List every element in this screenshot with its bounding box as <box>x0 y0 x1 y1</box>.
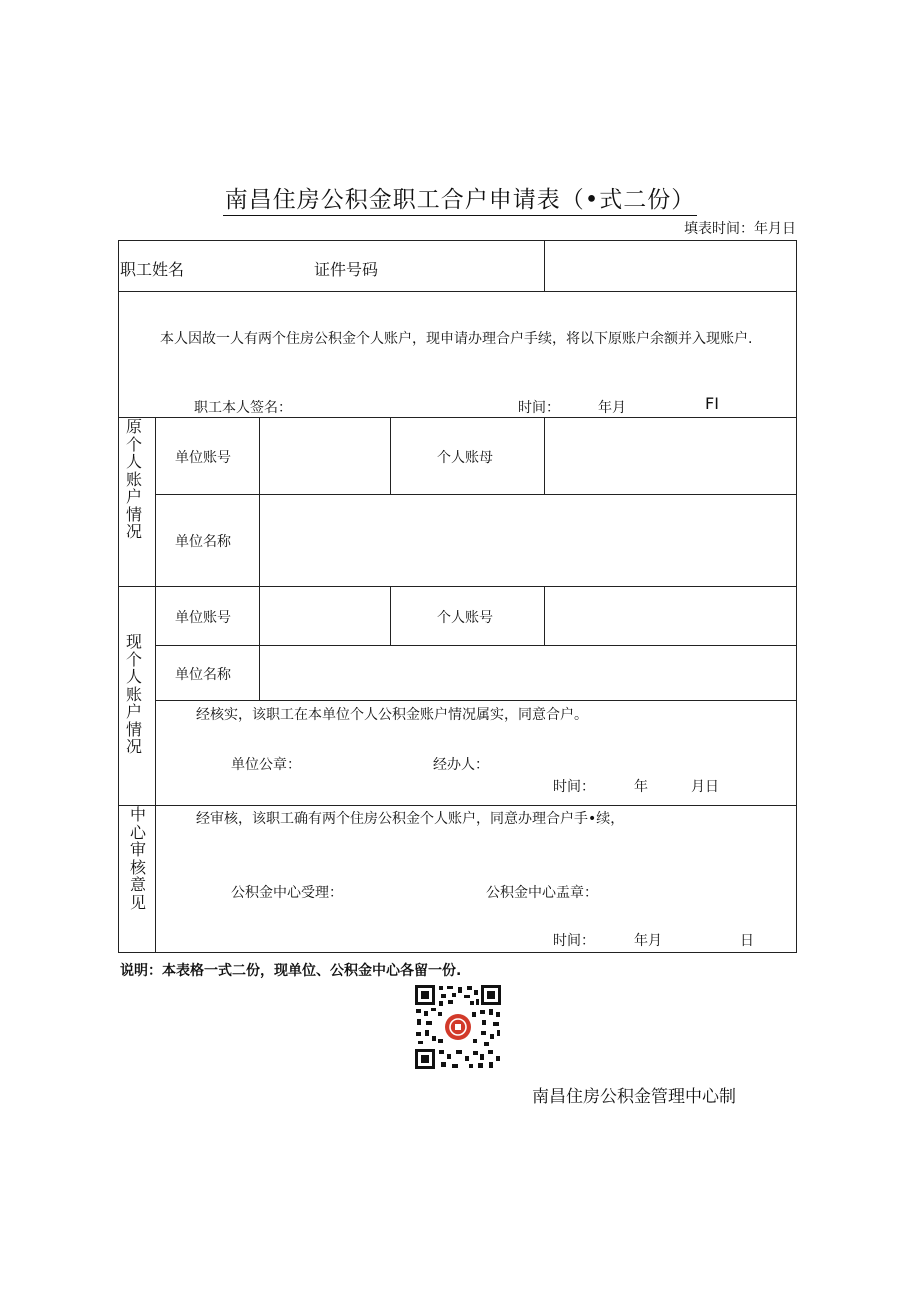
current-account-section-label: 现个人账户情况 <box>125 632 142 756</box>
id-number-field[interactable] <box>396 250 536 282</box>
unit-seal-label: 单位公章： <box>231 757 301 773</box>
original-unit-name-field[interactable] <box>263 498 792 582</box>
review-text: 经审核，该职工确有两个住房公积金个人账户，同意办理合户手•续， <box>196 811 625 827</box>
current-personal-account-field[interactable] <box>548 590 792 642</box>
center-accept-label: 公积金中心受理： <box>231 885 343 901</box>
original-unit-account-field[interactable] <box>263 421 386 491</box>
qr-code-icon <box>414 984 502 1070</box>
current-unit-name-field[interactable] <box>263 649 792 697</box>
signature-label: 职工本人签名： <box>194 400 292 416</box>
current-time-year: 年 <box>634 779 648 795</box>
name-field[interactable] <box>200 250 300 282</box>
center-time-label: 时间： <box>553 933 595 949</box>
handler-label: 经办人： <box>433 757 489 773</box>
center-time-day: 日 <box>740 933 754 949</box>
fill-date: 填表时间：年月日 <box>684 221 796 237</box>
original-personal-account-label: 个人账母 <box>437 450 493 466</box>
page-title: 南昌住房公积金职工合户申请表（•式二份） <box>0 181 920 214</box>
application-text: 本人因故一人有两个住房公积金个人账户，现申请办理合户手续，将以下原账户余额并入现账户. <box>160 331 753 347</box>
original-unit-account-label: 单位账号 <box>175 450 231 466</box>
id-label: 证件号码 <box>314 260 379 279</box>
verify-text: 经核实，该职工在本单位个人公积金账户情况属实，同意合户。 <box>196 707 588 723</box>
application-time-ym: 年月 <box>598 400 626 416</box>
original-account-section-label: 原个人账户情况 <box>125 417 142 541</box>
id-number-extra-field[interactable] <box>552 250 788 282</box>
center-seal-label: 公积金中心盂章： <box>486 885 598 901</box>
original-personal-account-field[interactable] <box>548 421 792 491</box>
application-time-label: 时间： <box>518 400 560 416</box>
current-time-label: 时间： <box>553 779 595 795</box>
current-unit-name-label: 单位名称 <box>175 667 231 683</box>
current-personal-account-label: 个人账号 <box>437 610 493 626</box>
name-label: 职工姓名 <box>120 260 185 279</box>
center-time-year-month: 年月 <box>634 933 662 949</box>
original-unit-name-label: 单位名称 <box>175 534 231 550</box>
current-unit-account-label: 单位账号 <box>175 610 231 626</box>
current-time-month-day: 月日 <box>691 779 719 795</box>
center-review-section-label: 中心审核意见 <box>129 805 146 912</box>
current-unit-account-field[interactable] <box>263 590 386 642</box>
issuer: 南昌住房公积金管理中心制 <box>532 1087 736 1107</box>
footnote: 说明：本表格一式二份，现单位、公积金中心各留一份. <box>120 963 462 979</box>
application-time-day: FI <box>705 394 719 413</box>
signature-field[interactable] <box>300 392 500 414</box>
